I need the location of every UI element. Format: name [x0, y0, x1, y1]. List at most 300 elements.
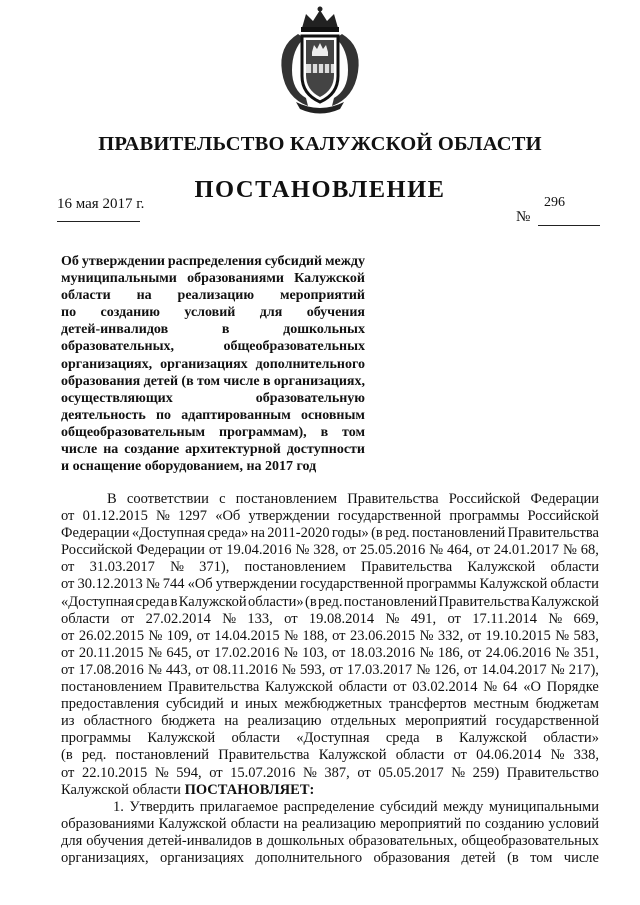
word: между [324, 254, 365, 269]
word: 217), [568, 661, 599, 678]
word: 328, [313, 542, 339, 559]
word: в [170, 593, 178, 610]
body-line [61, 611, 599, 628]
word: № [156, 508, 170, 525]
word: 1. [113, 798, 124, 815]
word: в [435, 730, 443, 747]
word: муниципальными [61, 271, 177, 287]
word: Утвердить [129, 798, 195, 815]
word: 08.11.2016 [212, 661, 278, 678]
word: на [224, 713, 239, 730]
subject-line [61, 253, 365, 270]
word: на [250, 525, 265, 542]
word: распределения [167, 254, 262, 269]
word: 103, [302, 644, 328, 661]
word: 338, [573, 747, 599, 764]
word: государственной [495, 713, 599, 730]
word: Калужской [265, 679, 333, 696]
word: 2011-2020 [267, 525, 330, 542]
word: области [230, 815, 280, 832]
word: от [61, 627, 75, 644]
word: «Доступная [296, 730, 370, 747]
word: мероприятий [380, 815, 462, 832]
word: «Об [215, 508, 241, 525]
word: от [61, 559, 75, 576]
word: 583, [573, 627, 599, 644]
word: 19.08.2014 [308, 610, 375, 627]
word: Порядке [546, 679, 599, 696]
word: образовательных, [61, 339, 175, 355]
word: том [342, 424, 365, 440]
word: 20.11.2015 [78, 644, 144, 661]
word: ред. [385, 525, 410, 542]
word: на [136, 288, 152, 304]
number-underline [538, 225, 600, 226]
word: утверждении [81, 254, 165, 269]
word: № [147, 661, 162, 678]
number-sign: № [516, 209, 531, 225]
word: «Доступная [61, 593, 135, 610]
government-title: ПРАВИТЕЛЬСТВО КАЛУЖСКОЙ ОБЛАСТИ [98, 133, 542, 155]
word: Калужской [178, 593, 247, 610]
word: Правительство [506, 764, 599, 781]
word: от [196, 644, 210, 661]
word: иных [245, 696, 278, 713]
word: 23.06.2015 [349, 627, 416, 644]
word: от [467, 644, 482, 661]
word: Калужской [531, 593, 599, 610]
word: 186, [437, 644, 464, 661]
body-line [61, 833, 599, 850]
word: осуществляющих [61, 390, 173, 406]
word: от [331, 644, 346, 661]
word: 443, [165, 661, 192, 678]
word: от [61, 764, 75, 781]
word: от [329, 661, 343, 678]
word: условий [548, 815, 599, 832]
word: 64 [502, 679, 518, 696]
word: постановлений [411, 525, 506, 542]
resolves-keyword: ПОСТАНОВЛЯЕТ: [184, 781, 315, 798]
body-line [61, 747, 599, 764]
word: организациях [160, 356, 248, 372]
subject-line [61, 441, 365, 458]
word: от [342, 542, 357, 559]
word: № [145, 576, 160, 593]
word: № [555, 644, 570, 661]
word: от [120, 610, 135, 627]
word: 744 [162, 576, 185, 593]
word: реализацию [247, 713, 322, 730]
subject-line [61, 287, 365, 304]
word: образования [373, 849, 450, 866]
word: области [61, 610, 110, 627]
word: 14.04.2017 [481, 661, 547, 678]
word: распределение [283, 798, 375, 815]
subject-line [61, 407, 365, 424]
word: 68, [580, 542, 599, 559]
word: 18.03.2016 [349, 644, 416, 661]
word: постановлением [244, 559, 346, 576]
word: № [419, 644, 434, 661]
word: бюджета [161, 713, 216, 730]
word: общеобразовательных [461, 832, 599, 849]
word: общеобразовательным [61, 424, 206, 440]
word: деятельность [61, 407, 146, 423]
word: дополнительного [255, 356, 365, 372]
word: дошкольных [266, 832, 345, 849]
word: от [61, 661, 75, 678]
word: от [393, 679, 407, 696]
word: 19.10.2015 [485, 627, 551, 644]
word: с [219, 491, 226, 507]
word: Калужской [479, 576, 548, 593]
word: Правительства [347, 491, 439, 507]
word: (в [371, 525, 383, 542]
word: том [530, 849, 553, 866]
word: Российской [527, 508, 599, 525]
word: (в [507, 849, 519, 866]
word: субсидий [379, 798, 438, 815]
word: создание [124, 442, 180, 458]
word: 30.12.2013 [77, 576, 143, 593]
document-type-title: ПОСТАНОВЛЕНИЕ [194, 176, 446, 203]
word: и [230, 696, 239, 713]
word: 01.12.2015 [82, 508, 148, 525]
word: Об [61, 254, 79, 269]
word: № [154, 764, 169, 781]
subject-line: и оснащение оборудованием, на 2017 год [61, 459, 317, 475]
word: Федерации [136, 542, 205, 559]
word: архитектурной [185, 442, 281, 458]
word: на [103, 442, 119, 458]
body-line [61, 696, 599, 713]
word: государственной [299, 576, 404, 593]
body-line [61, 542, 599, 559]
word: областного [83, 713, 153, 730]
word: постановлением [235, 491, 338, 507]
word: образовательную [255, 390, 365, 406]
word: от [357, 764, 371, 781]
word: том [197, 373, 220, 389]
word: от [61, 644, 75, 661]
word: образования [61, 373, 141, 389]
word: 371), [199, 559, 230, 576]
word: Российской [61, 542, 133, 559]
word: предоставления [61, 696, 160, 713]
word: условий [184, 305, 236, 321]
word: доступности [286, 442, 365, 458]
word: 491, [410, 610, 437, 627]
word: № [483, 679, 498, 696]
document-date: 16 мая 2017 г. [57, 196, 145, 212]
word: Правительства [360, 559, 453, 576]
word: от [196, 627, 210, 644]
word: 464, [447, 542, 473, 559]
word: 25.05.2016 [360, 542, 426, 559]
word: № [550, 747, 565, 764]
word: № [148, 644, 162, 661]
word: в [221, 322, 230, 338]
word: 669, [573, 610, 599, 627]
word: детей-инвалидов [147, 832, 252, 849]
word: организациях, [273, 373, 365, 389]
word: утверждении [215, 576, 297, 593]
word: 1297 [178, 508, 208, 525]
word: 332, [437, 627, 464, 644]
word: обучения [86, 832, 144, 849]
word: 03.02.2014 [412, 679, 478, 696]
word: 31.03.2017 [89, 559, 155, 576]
body-line [61, 662, 599, 679]
word: «Доступная [131, 525, 206, 542]
word: ред. [317, 593, 343, 610]
word: от [61, 508, 75, 525]
word: 17.11.2014 [472, 610, 537, 627]
word: № [451, 764, 466, 781]
word: программы [61, 730, 131, 747]
body-line [61, 628, 599, 645]
date-underline [57, 221, 140, 222]
word: № [222, 610, 237, 627]
body-line [61, 594, 599, 611]
word: от [476, 542, 490, 559]
word: дополнительного [255, 849, 363, 866]
body-line [61, 576, 599, 593]
body-line [61, 850, 599, 867]
word: адаптированным [181, 407, 291, 423]
word: Правительства [218, 747, 310, 764]
word: области» [543, 730, 599, 747]
word: организациях, [61, 849, 149, 866]
word: 593, [299, 661, 326, 678]
word: № [283, 644, 298, 661]
subject-line [61, 390, 365, 407]
word: от [447, 610, 461, 627]
word: среда» [207, 525, 249, 542]
word: № [295, 542, 310, 559]
word: муниципальными [488, 798, 599, 815]
word: детей-инвалидов [61, 322, 169, 338]
word: № [170, 559, 184, 576]
document-body [61, 491, 599, 867]
word: в [320, 424, 329, 440]
word: межбюджетных [284, 696, 383, 713]
word: Российской [448, 491, 521, 507]
word: для [259, 305, 283, 321]
word: Калужской [459, 730, 527, 747]
word: области [395, 747, 445, 764]
body-line [61, 508, 599, 525]
word: между [443, 798, 484, 815]
word: от [195, 661, 209, 678]
word: образованиями [187, 271, 284, 287]
word: (в [61, 747, 73, 764]
body-line [61, 799, 599, 816]
word: 387, [324, 764, 350, 781]
word: № [419, 627, 434, 644]
word: 24.01.2017 [493, 542, 560, 559]
word: от [284, 610, 298, 627]
word: 19.04.2016 [226, 542, 292, 559]
word: 24.06.2016 [485, 644, 551, 661]
word: № [550, 661, 565, 678]
word: 27.02.2014 [145, 610, 211, 627]
word: № [429, 542, 444, 559]
word: постановлением [61, 679, 163, 696]
word: Правительства [438, 593, 530, 610]
word: 17.02.2016 [214, 644, 280, 661]
word: 05.05.2017 [378, 764, 444, 781]
word: от [61, 576, 75, 593]
word: по [61, 305, 77, 321]
word: 04.06.2014 [476, 747, 542, 764]
word: среда [385, 730, 420, 747]
word: № [281, 661, 296, 678]
word: «О [523, 679, 541, 696]
word: 22.10.2015 [81, 764, 148, 781]
word: числе [223, 373, 260, 389]
word: программы [406, 576, 477, 593]
word: мероприятий [279, 288, 365, 304]
word: 188, [302, 627, 328, 644]
subject-line [61, 270, 365, 287]
word: общеобразовательных [223, 339, 365, 355]
word: реализацию [177, 288, 255, 304]
body-line [61, 782, 599, 799]
word: (в [181, 373, 194, 389]
word: от [209, 764, 223, 781]
word: среда [135, 593, 170, 610]
word: 17.03.2017 [346, 661, 413, 678]
word: Калужской [294, 271, 365, 287]
word: 15.07.2016 [230, 764, 296, 781]
word: постановлений [343, 593, 438, 610]
word: от [332, 627, 346, 644]
body-line-text: Калужской области [61, 781, 181, 798]
subject-line [61, 356, 365, 373]
word: Правительства [168, 679, 260, 696]
document-number: 296 [544, 195, 565, 210]
word: Калужской [158, 815, 227, 832]
word: субсидий [165, 696, 224, 713]
word: № [284, 627, 298, 644]
word: Федерации [61, 525, 130, 542]
word: по [155, 407, 172, 423]
word: государственной [337, 508, 442, 525]
word: 17.08.2016 [78, 661, 144, 678]
word: Правительства [507, 525, 599, 542]
word: «Об [187, 576, 213, 593]
word: от [208, 542, 223, 559]
word: 26.02.2015 [78, 627, 145, 644]
word: 594, [176, 764, 202, 781]
body-line [61, 713, 599, 730]
word: в [262, 373, 271, 389]
word: числе [61, 442, 98, 458]
word: реализацию [301, 815, 376, 832]
word: от [467, 627, 482, 644]
word: организациях [160, 849, 245, 866]
body-line [61, 559, 599, 576]
body-line [61, 645, 599, 662]
body-line [61, 730, 599, 747]
word: № [385, 610, 400, 627]
word: № [416, 661, 431, 678]
word: образовательных, [348, 832, 458, 849]
word: годы» [331, 525, 369, 542]
word: детей [461, 849, 496, 866]
word: программы [449, 508, 520, 525]
word: для [61, 832, 83, 849]
word: № [303, 764, 317, 781]
kaluga-coat-of-arms-icon [268, 6, 372, 114]
word: 14.04.2015 [214, 627, 280, 644]
word: образованиями [61, 815, 155, 832]
subject-line [61, 304, 365, 321]
word: отдельных [330, 713, 397, 730]
word: области [550, 576, 599, 593]
subject-line [61, 338, 365, 355]
word: из [61, 713, 75, 730]
word: области [338, 679, 388, 696]
word: Калужской [147, 730, 216, 747]
word: № [548, 610, 563, 627]
word: области» [247, 593, 304, 610]
word: 109, [166, 627, 193, 644]
word: постановлений [115, 747, 209, 764]
word: Калужской [467, 559, 536, 576]
word: Федерации [530, 491, 599, 507]
word: (в [304, 593, 317, 610]
word: В [107, 491, 117, 507]
subject-line [61, 424, 365, 441]
word: 645, [166, 644, 192, 661]
word: программам), [219, 424, 307, 440]
word: дошкольных [283, 322, 365, 338]
subject-line [61, 373, 365, 390]
word: числе [563, 849, 599, 866]
word: № [148, 627, 163, 644]
word: трансфертов [388, 696, 467, 713]
word: в [255, 832, 263, 849]
word: прилагаемое [199, 798, 279, 815]
word: Калужской [318, 747, 387, 764]
document-subject [61, 253, 365, 475]
word: соответствии [126, 491, 209, 507]
word: мероприятий [405, 713, 487, 730]
body-line [61, 525, 599, 542]
body-line [61, 679, 599, 696]
word: области [61, 288, 111, 304]
word: по [465, 815, 481, 832]
body-line [61, 491, 599, 508]
body-line [61, 765, 599, 782]
word: ред. [81, 747, 107, 764]
subject-line [61, 321, 365, 338]
word: № [562, 542, 577, 559]
word: 126, [434, 661, 460, 678]
word: 351, [573, 644, 599, 661]
word: детей [143, 373, 179, 389]
word: № [555, 627, 570, 644]
word: созданию [100, 305, 160, 321]
word: обучения [306, 305, 365, 321]
word: организациях, [61, 356, 153, 372]
word: созданию [484, 815, 545, 832]
word: 259) [472, 764, 500, 781]
word: 133, [247, 610, 273, 627]
